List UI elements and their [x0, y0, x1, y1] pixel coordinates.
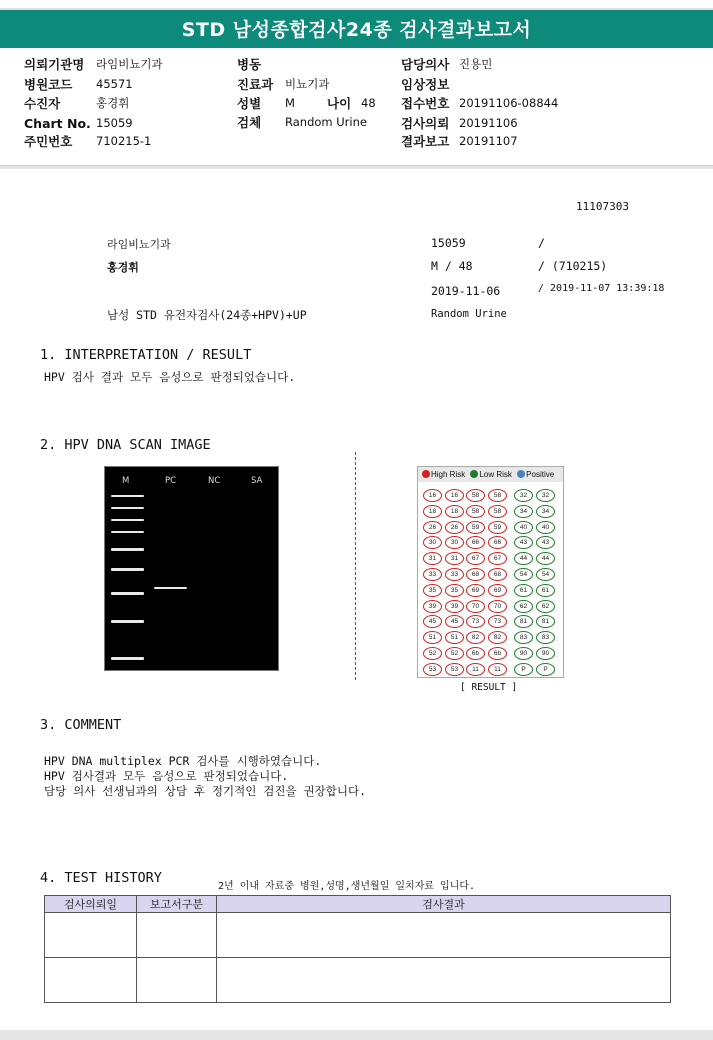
- header-row-hospital-code: 병원코드: [24, 77, 73, 92]
- section4-title: 4. TEST HISTORY: [40, 870, 162, 886]
- hpv-type-cell: 70: [488, 600, 507, 613]
- hpv-type-cell: 59: [488, 521, 507, 534]
- hpv-type-cell: 32: [514, 489, 533, 502]
- comment-line: 담당 의사 선생님과의 상담 후 정기적인 검진을 권장합니다.: [44, 784, 367, 798]
- hpv-type-cell: 35: [445, 584, 464, 597]
- dept-value: 비뇨기과: [285, 77, 330, 91]
- hpv-type-cell: 26: [423, 521, 442, 534]
- hpv-type-cell: 34: [536, 505, 555, 518]
- report-title: STD 남성종합검사24종 검사결과보고서: [0, 8, 713, 48]
- table-row: [45, 913, 671, 958]
- header-divider: [0, 165, 713, 169]
- gel-image: [104, 466, 279, 671]
- hpv-type-cell: 90: [514, 647, 533, 660]
- hpv-type-cell: 33: [445, 568, 464, 581]
- hpv-type-cell: 39: [423, 600, 442, 613]
- hpv-type-cell: 62: [514, 600, 533, 613]
- hpv-type-cell: 6b: [466, 647, 485, 660]
- hpv-type-cell: 40: [536, 521, 555, 534]
- report-label: 결과보고: [401, 134, 450, 149]
- hpv-type-cell: 81: [514, 615, 533, 628]
- footer-bar: [0, 1030, 713, 1040]
- marker-band: [111, 495, 144, 497]
- section4-note: 2년 이내 자료중 병원,성명,생년월일 일치자료 입니다.: [218, 881, 476, 892]
- header-row-chart: Chart No.: [24, 116, 91, 131]
- age-value: 48: [361, 96, 376, 110]
- lane-label-sa: SA: [251, 476, 263, 486]
- hpv-type-cell: 73: [488, 615, 507, 628]
- history-table: [44, 895, 671, 1003]
- specimen-label: 검체: [237, 115, 262, 130]
- lane-label-m: M: [122, 476, 130, 486]
- hospital-code: 45571: [96, 77, 133, 91]
- report-date-reported: / 2019-11-07 13:39:18: [538, 283, 665, 294]
- marker-band: [111, 568, 144, 571]
- hpv-type-cell: 11: [466, 663, 485, 676]
- doctor-label: 담당의사: [401, 57, 450, 72]
- col-report-type: 보고서구분: [137, 896, 217, 913]
- hpv-type-cell: 51: [423, 631, 442, 644]
- hpv-type-cell: 52: [423, 647, 442, 660]
- hpv-type-cell: 52: [445, 647, 464, 660]
- reception-label: 접수번호: [401, 96, 450, 111]
- high-risk-dot-icon: [422, 470, 430, 478]
- hpv-type-cell: 26: [445, 521, 464, 534]
- hpv-type-cell: 34: [514, 505, 533, 518]
- marker-band: [111, 620, 144, 623]
- comment-line: HPV 검사결과 모두 음성으로 판정되었습니다.: [44, 769, 289, 783]
- hpv-type-cell: 90: [536, 647, 555, 660]
- marker-band: [111, 507, 144, 509]
- header-row-patient: 수진자: [24, 96, 61, 111]
- report-clinic: 라임비뇨기과: [107, 238, 171, 251]
- hpv-type-cell: 11: [488, 663, 507, 676]
- resident-number: 710215-1: [96, 134, 152, 148]
- sex-label: 성별: [237, 96, 262, 111]
- hpv-type-cell: 62: [536, 600, 555, 613]
- hpv-type-cell: 67: [466, 552, 485, 565]
- age-label: 나이: [327, 96, 352, 111]
- hpv-legend: [418, 467, 563, 482]
- report-code: 11107303: [576, 200, 629, 213]
- col-request-date: 검사의뢰일: [45, 896, 137, 913]
- header-row-rrn: 주민번호: [24, 134, 73, 149]
- low-risk-dot-icon: [470, 470, 478, 478]
- pc-band: [154, 587, 187, 589]
- hpv-type-cell: 61: [536, 584, 555, 597]
- hpv-type-cell: 59: [466, 521, 485, 534]
- hpv-type-cell: 53: [445, 663, 464, 676]
- hpv-type-cell: 43: [514, 536, 533, 549]
- legend-positive: Positive: [526, 470, 555, 479]
- section-divider: [355, 452, 356, 680]
- ward-label: 병동: [237, 57, 262, 72]
- lane-label-pc: PC: [165, 476, 177, 486]
- hpv-type-cell: 68: [488, 568, 507, 581]
- hpv-type-cell: 53: [423, 663, 442, 676]
- hpv-type-cell: 83: [514, 631, 533, 644]
- hpv-type-cell: 31: [445, 552, 464, 565]
- hpv-type-cell: 82: [466, 631, 485, 644]
- hpv-type-cell: 58: [466, 505, 485, 518]
- hpv-type-cell: 58: [466, 489, 485, 502]
- dept-label: 진료과: [237, 77, 274, 92]
- clinic-name: 라임비뇨기과: [96, 57, 163, 71]
- report-date: 20191107: [459, 134, 518, 148]
- result-caption: [ RESULT ]: [460, 682, 518, 693]
- hpv-type-cell: 83: [536, 631, 555, 644]
- marker-band: [111, 519, 144, 521]
- request-label: 검사의뢰: [401, 116, 450, 131]
- header-row-clinic: 의뢰기관명: [24, 57, 85, 72]
- hpv-type-cell: 73: [466, 615, 485, 628]
- hpv-type-cell: 69: [488, 584, 507, 597]
- report-date-received: 2019-11-06: [431, 284, 501, 298]
- hpv-type-cell: 44: [536, 552, 555, 565]
- report-slash: /: [538, 236, 545, 250]
- comment-line: HPV DNA multiplex PCR 검사를 시행하였습니다.: [44, 754, 322, 768]
- positive-dot-icon: [517, 470, 525, 478]
- patient-name: 홍경휘: [96, 96, 130, 110]
- hpv-type-cell: 35: [423, 584, 442, 597]
- hpv-type-cell: 66: [488, 536, 507, 549]
- hpv-type-cell: 51: [445, 631, 464, 644]
- hpv-type-cell: 39: [445, 600, 464, 613]
- marker-band: [111, 657, 144, 660]
- report-patient: 홍경휘: [107, 261, 139, 274]
- hpv-type-cell: 33: [423, 568, 442, 581]
- hpv-type-cell: 58: [488, 489, 507, 502]
- report-specimen: Random Urine: [431, 308, 507, 320]
- hpv-type-cell: 32: [536, 489, 555, 502]
- hpv-type-cell: 16: [423, 489, 442, 502]
- hpv-type-cell: P: [536, 663, 555, 676]
- hpv-type-cell: 54: [536, 568, 555, 581]
- specimen-value: Random Urine: [285, 115, 367, 129]
- hpv-type-cell: 82: [488, 631, 507, 644]
- hpv-type-cell: 45: [445, 615, 464, 628]
- hpv-type-cell: 31: [423, 552, 442, 565]
- hpv-type-cell: 30: [445, 536, 464, 549]
- hpv-type-cell: 68: [466, 568, 485, 581]
- hpv-type-cell: 18: [423, 505, 442, 518]
- hpv-type-cell: 69: [466, 584, 485, 597]
- hpv-type-cell: 40: [514, 521, 533, 534]
- report-rrn: / (710215): [538, 259, 608, 273]
- hpv-type-cell: 16: [445, 489, 464, 502]
- report-test-name: 남성 STD 유전자검사(24종+HPV)+UP: [107, 308, 307, 322]
- hpv-type-cell: 45: [423, 615, 442, 628]
- lane-label-nc: NC: [208, 476, 221, 486]
- sex-value: M: [285, 96, 295, 110]
- section3-title: 3. COMMENT: [40, 717, 122, 733]
- marker-band: [111, 531, 144, 533]
- history-header-row: [45, 896, 671, 913]
- hpv-type-cell: 44: [514, 552, 533, 565]
- report-sex-age: M / 48: [431, 259, 473, 273]
- legend-low-risk: Low Risk: [479, 470, 512, 479]
- hpv-type-cell: 66: [466, 536, 485, 549]
- hpv-grid-panel: [417, 466, 564, 678]
- hpv-type-cell: 54: [514, 568, 533, 581]
- hpv-type-cell: 30: [423, 536, 442, 549]
- hpv-type-cell: 61: [514, 584, 533, 597]
- hpv-type-cell: 81: [536, 615, 555, 628]
- chart-number: 15059: [96, 116, 133, 130]
- hpv-type-cell: 18: [445, 505, 464, 518]
- hpv-type-cell: 6b: [488, 647, 507, 660]
- hpv-type-cell: 58: [488, 505, 507, 518]
- col-test-result: 검사결과: [217, 896, 671, 913]
- report-chart: 15059: [431, 236, 466, 250]
- hpv-type-cell: P: [514, 663, 533, 676]
- clinical-info-label: 임상정보: [401, 77, 450, 92]
- legend-high-risk: High Risk: [431, 470, 466, 479]
- marker-band: [111, 548, 144, 551]
- request-date: 20191106: [459, 116, 518, 130]
- section2-title: 2. HPV DNA SCAN IMAGE: [40, 437, 211, 453]
- marker-band: [111, 592, 144, 595]
- section1-text: HPV 검사 결과 모두 음성으로 판정되었습니다.: [44, 370, 296, 384]
- hpv-type-cell: 70: [466, 600, 485, 613]
- table-row: [45, 958, 671, 1003]
- section1-title: 1. INTERPRETATION / RESULT: [40, 347, 252, 363]
- doctor-name: 진용민: [459, 57, 493, 71]
- hpv-type-cell: 67: [488, 552, 507, 565]
- hpv-type-cell: 43: [536, 536, 555, 549]
- reception-number: 20191106-08844: [459, 96, 559, 110]
